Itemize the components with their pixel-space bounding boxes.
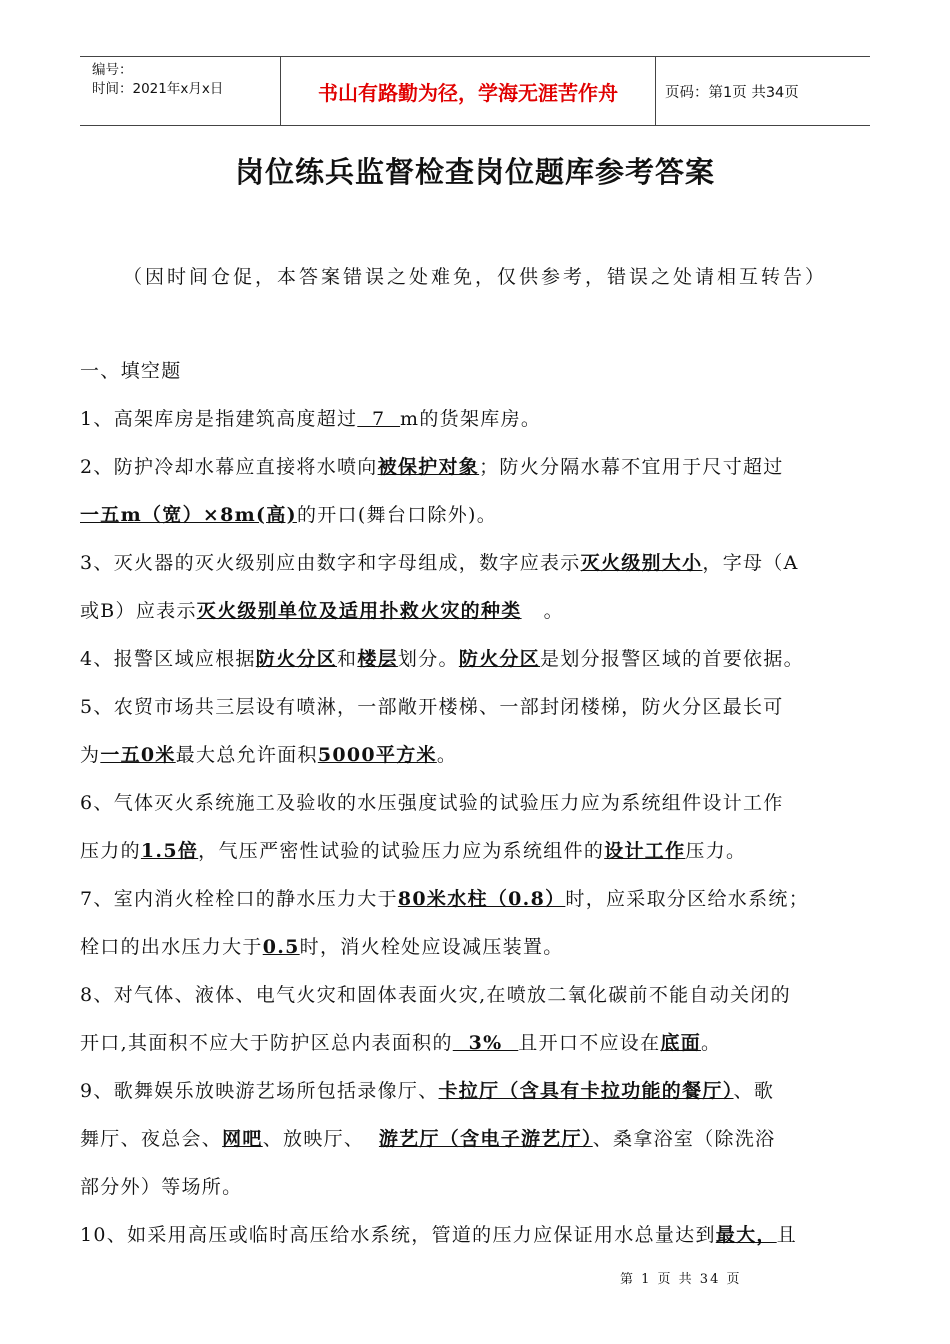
question-4: 4、报警区域应根据防火分区和楼层划分。防火分区是划分报警区域的首要依据。 — [80, 648, 804, 670]
answer: 设计工作 — [604, 840, 686, 862]
question-6-cont: 压力的1.5倍，气压严密性试验的试验压力应为系统组件的设计工作压力。 — [80, 840, 747, 862]
question-5: 5、农贸市场共三层设有喷淋，一部敞开楼梯、一部封闭楼梯，防火分区最长可 — [80, 696, 784, 718]
answer: 游艺厅（含电子游艺厅） — [378, 1128, 593, 1150]
question-7-cont: 栓口的出水压力大于0.5时，消火栓处应设减压装置。 — [80, 936, 564, 958]
answer: 7 — [357, 408, 401, 430]
answer: 卡拉厅（含具有卡拉功能的餐厅） — [438, 1080, 734, 1102]
answer: 0.5 — [262, 936, 300, 958]
header-page-info: 页码：第1页 共34页 — [665, 84, 799, 101]
question-3-cont: 或B）应表示灭火级别单位及适用扑救火灾的种类 。 — [80, 600, 564, 622]
question-9-end: 部分外）等场所。 — [80, 1176, 243, 1198]
answer: 一五m（宽）×8m(高) — [80, 504, 297, 526]
answer: 防火分区 — [458, 648, 541, 670]
question-6: 6、气体灭火系统施工及验收的水压强度试验的试验压力应为系统组件设计工作 — [80, 792, 784, 814]
question-8: 8、对气体、液体、电气火灾和固体表面火灾,在喷放二氧化碳前不能自动关闭的 — [80, 984, 791, 1006]
question-8-cont: 开口,其面积不应大于防护区总内表面积的 3% 且开口不应设在底面。 — [80, 1032, 722, 1054]
question-7: 7、室内消火栓栓口的静水压力大于80米水柱（0.8）时，应采取分区给水系统； — [80, 888, 809, 910]
answer: 80米水柱（0.8） — [397, 888, 566, 910]
document-title: 岗位练兵监督检查岗位题库参考答案 — [234, 155, 715, 189]
number-label: 编号： — [92, 62, 133, 78]
answer: 网吧 — [222, 1128, 263, 1150]
question-1: 1、高架库房是指建筑高度超过 7 m的货架库房。 — [80, 408, 542, 430]
page-footer: 第 1 页 共 34 页 — [620, 1272, 742, 1287]
header-motto: 书山有路勤为径，学海无涯苦作舟 — [280, 57, 656, 125]
document-header — [80, 56, 870, 126]
question-10: 10、如采用高压或临时高压给水系统，管道的压力应保证用水总量达到最大，且 — [80, 1224, 797, 1246]
document-note: （因时间仓促，本答案错误之处难免，仅供参考，错误之处请相互转告） — [122, 266, 827, 288]
question-3: 3、灭火器的灭火级别应由数字和字母组成，数字应表示灭火级别大小，字母（A — [80, 552, 799, 574]
time-label: 时间：2021年x月x日 — [92, 81, 224, 97]
answer: 1.5倍 — [140, 840, 199, 862]
answer: 防火分区 — [255, 648, 337, 670]
answer: 5000平方米 — [317, 744, 437, 766]
answer: 灭火级别单位及适用扑救火灾的种类 — [196, 600, 522, 622]
answer: 3% — [452, 1032, 519, 1054]
question-9-cont: 舞厅、夜总会、网吧、放映厅、 游艺厅（含电子游艺厅）、桑拿浴室（除洗浴 — [80, 1128, 776, 1150]
answer: 楼层 — [357, 648, 398, 670]
question-5-cont: 为一五0米最大总允许面积5000平方米。 — [80, 744, 458, 766]
section-heading: 一、填空题 — [80, 360, 182, 382]
question-2: 2、防护冷却水幕应直接将水喷向被保护对象；防火分隔水幕不宜用于尺寸超过 — [80, 456, 784, 478]
answer: 最大， — [715, 1224, 777, 1246]
question-2-cont: 一五m（宽）×8m(高)的开口(舞台口除外)。 — [80, 504, 498, 526]
header-meta — [80, 57, 280, 125]
answer: 底面 — [660, 1032, 702, 1054]
answer: 灭火级别大小 — [580, 552, 703, 574]
answer: 一五0米 — [100, 744, 176, 766]
question-9: 9、歌舞娱乐放映游艺场所包括录像厅、卡拉厅（含具有卡拉功能的餐厅）、歌 — [80, 1080, 775, 1102]
answer: 被保护对象 — [377, 456, 480, 478]
